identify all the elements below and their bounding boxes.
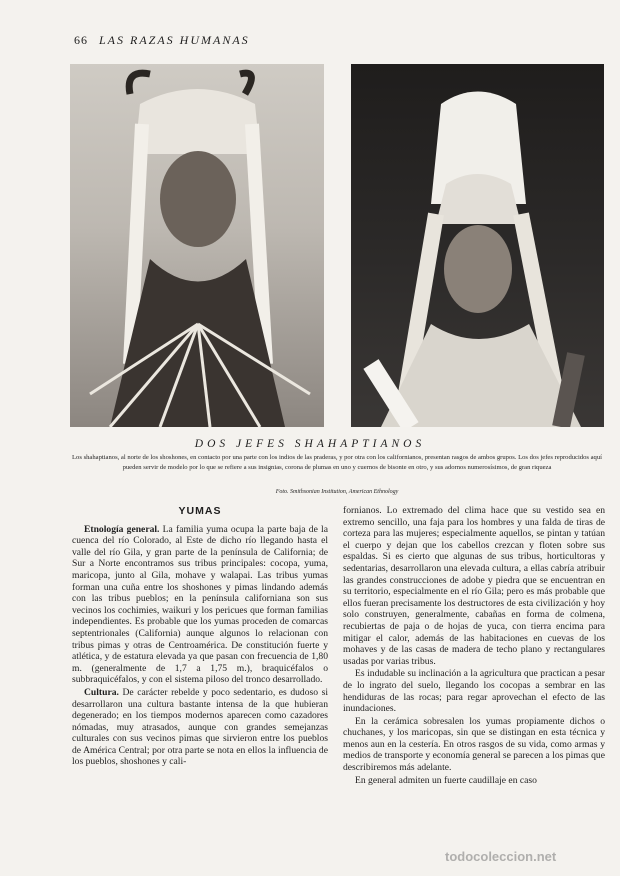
paragraph-text: En la cerámica sobresalen los yumas propiamente dichos o chuchanes, y los maricopas, sin que se distingan en esta técnica y menos aun en la cestería. En otros rasgos de su vida, como armas y medios de transporte y economía general se parecen a los pimas que describiremos más adelante. xyxy=(343,715,605,774)
portrait-illustration-left xyxy=(70,64,324,427)
paragraph-etnologia xyxy=(72,524,328,686)
paragraph-text: fornianos. Lo extremado del clima hace que su vestido sea en extremo sencillo, una faja para los hombres y una falda de tiras de corteza para las mujeres; especialmente aquellos, se pintan y tatúan el cuerpo y dejan que los cabellos crezcan y floten sobre sus espaldas. Si es cierto que algunas de sus tribus, horticultoras y sedentarias, desarrollaron una elevada cultura, a ellas cabría atribuir las grandes construcciones de adobe y piedra que se encuentran en su territorio, especialmente en el río Gila; pero es más probable que ellos fueran precisamente los destructores de esta civilización y hoy solo construyen, generalmente, cabañas en forma de colmena, recubiertas de paja o de hojas de yuca, con tierra encima para mitigar el calor, además de las habitaciones en cuevas de los mohaves y de las casas de madera de techo plano y rectangulares usadas por varias tribus. xyxy=(343,505,605,667)
running-title: LAS RAZAS HUMANAS xyxy=(99,33,250,47)
portrait-illustration-right xyxy=(351,64,604,427)
paragraph-text: En general admiten un fuerte caudillaje en caso xyxy=(355,774,537,786)
paragraph-cultura xyxy=(72,687,328,768)
runin-heading: Cultura. xyxy=(84,686,119,698)
plate-caption: Los shahaptianos, al norte de los shoshones, en contacto por una parte con los indios de las praderas, y por otra con los californianos, presentan rasgos de ambos grupos. Los dos jefes reproducidos aquí pueden servir de modelo por lo que se refiere a sus insignias, corona de plumas en uno y cuernos de bisonte en otro, y sus adornos numerosísimos, de gran riqueza xyxy=(72,454,602,471)
paragraph-text: Es indudable su inclinación a la agricultura que practican a pesar de lo ingrato del suelo, llegando los cocopas a sembrar en las hendiduras de las rocas; para regar aprovechan el efecto de las inundaciones. xyxy=(343,668,605,715)
paragraph-text: La familia yuma ocupa la parte baja de la cuenca del río Colorado, al Este de dicho río llegando hasta el valle del río Gila, y gran parte de la península de California; de Sur a Norte encontramos sus tribus principales: cocopa, yuma, maricopa, junto al Gila, mohave y walapai. Las tribus yumas forman una cuña entre los shoshones y pimas lindando además con las tribus pueblos; en la península californiana son sus vecinos los cochimies, waikuri y los pericues que forman familias independientes. Es probable que los yumas proceden de comarcas septentrionales (California) aunque algunos lo relacionan con tribus pimas y otras de Centroamérica. De constitución fuerte y atlética, y de estatura elevada ya que pasan con frecuencia de 1,80 m. (generalmente de 1,7 a 1,75 m.), braquicéfalos o subbraquicéfalos, y con el sistema piloso del tronco desarrollado. xyxy=(72,523,328,686)
runin-heading: Etnología general. xyxy=(84,523,160,535)
running-head xyxy=(74,33,250,48)
photo-credit: Foto. Smithsonian Institution, American Ethnology xyxy=(275,489,399,495)
text-column-left xyxy=(72,505,328,769)
plate-title: DOS JEFES SHAHAPTIANOS xyxy=(194,438,426,450)
chief-portrait-right xyxy=(351,64,604,427)
paragraph-text: De carácter rebelde y poco sedentario, es dudoso si desarrollaron una cultura bastante intensa de la que hubieran degenerado; en los tiempos modernos aparecen como cazadores nómadas, muy atrasados, aunque con grandes semejanzas culturales con sus vecinos pimas que sirvieron entre los pueblos de América Central; por otra parte se nota en ellos la influencia de los pueblos, shoshones y cali- xyxy=(72,686,328,768)
watermark: todocoleccion.net xyxy=(445,849,557,864)
text-column-right xyxy=(343,505,605,787)
section-title: YUMAS xyxy=(178,505,222,517)
page-number: 66 xyxy=(74,33,88,47)
chief-portrait-left xyxy=(70,64,324,427)
